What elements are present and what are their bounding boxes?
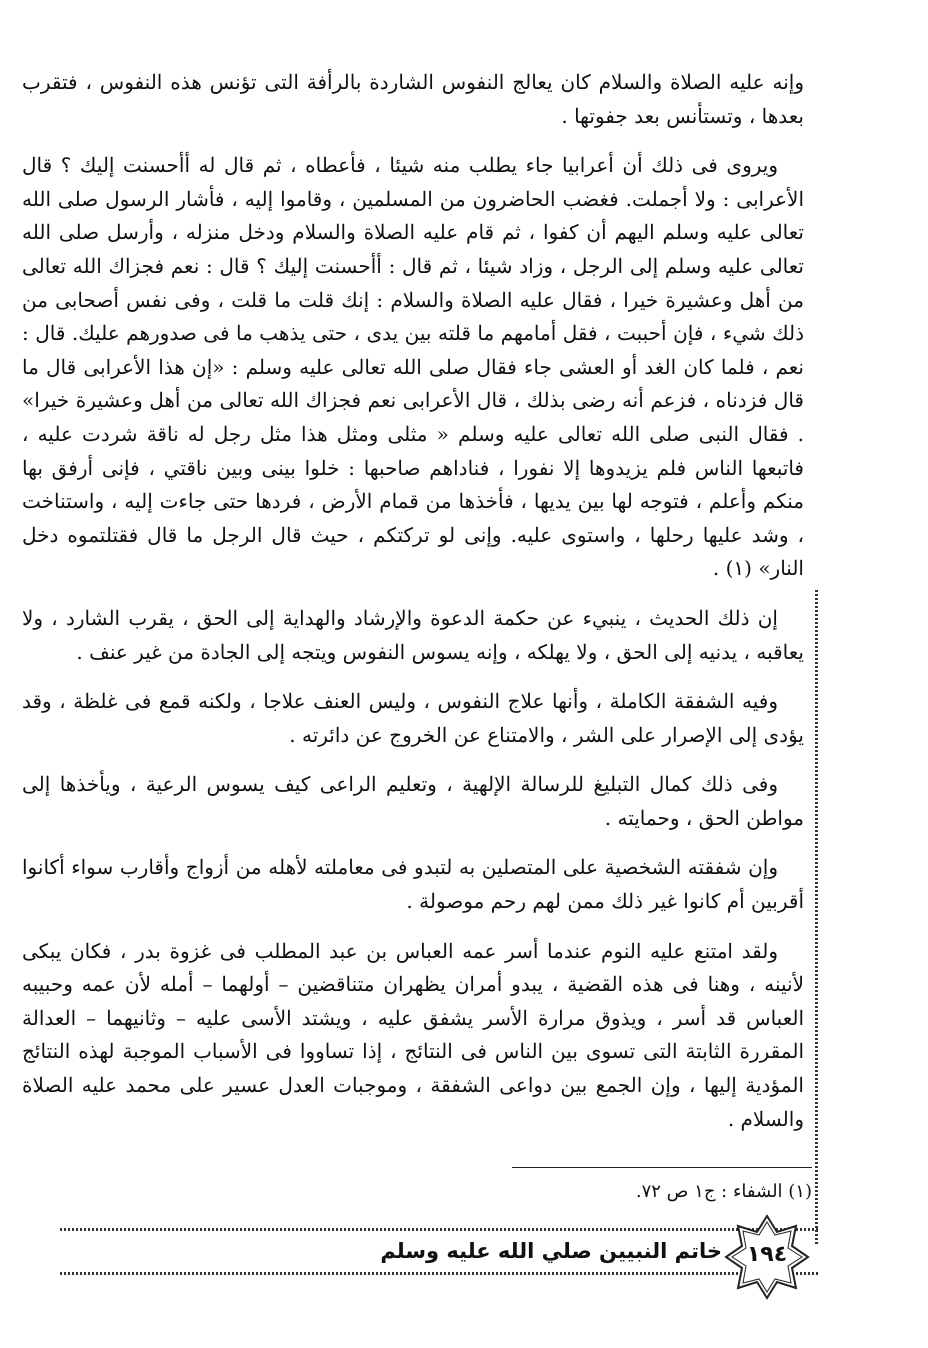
footnote: (١) الشفاء : ج١ ص ٧٢.: [635, 1181, 812, 1202]
paragraph-5: وفى ذلك كمال التبليغ للرسالة الإلهية ، وتعليم الراعى كيف يسوس الرعية ، ويأخذها إلى مواطن الحق ، وحمايته .: [22, 772, 804, 830]
footnote-separator: [512, 1167, 812, 1168]
paragraph-3: إن ذلك الحديث ، ينبيء عن حكمة الدعوة والإرشاد والهداية إلى الحق ، يقرب الشارد ، ولا يعاقبه ، يدنيه إلى الحق ، ولا يهلكه ، وإنه يسوس النفوس ويتجه إلى الجادة من غير عنف .: [22, 605, 804, 664]
main-text: [22, 66, 804, 1152]
paragraph-7: ولقد امتنع عليه النوم عندما أسر عمه العباس بن عبد المطلب فى غزوة بدر ، فكان يبكى لأنينه ، وهنا فى هذه القضية ، يبدو أمران يظهران متناقضين – أولهما – أمله لأن عمه وحبيبه العباس قد أسر ، ويذوق مرارة الأسر يشفق عليه ، ويشتد الأسى عليه – وثانيهما – العدالة المقررة الثابتة التى تسوى بين الناس فى النتائج ، إذا تساووا فى الأسباب الموجبة لهذه النتائج المؤدية إليها ، وإن الجمع بين دواعى الشفقة ، وموجبات العدل عسير على محمد عليه الصلاة والسلام .: [22, 938, 804, 1131]
page-number: ١٩٤: [746, 1242, 788, 1267]
paragraph-2: ويروى فى ذلك أن أعرابيا جاء يطلب منه شيئا ، فأعطاه ، ثم قال له أأحسنت إليك ؟ قال الأعرابى : ولا أجملت. فغضب الحاضرون من المسلمين ، وقاموا إليه ، فأشار الرسول صلى الله تعالى عليه وسلم اليهم أن كفوا ، ثم قام عليه الصلاة والسلام ودخل منزله ، وأرسل صلى الله تعالى عليه وسلم إلى الرجل ، وزاد شيئا ، ثم قال : أأحسنت إليك ؟ قال : نعم فجزاك الله تعالى من أهل وعشيرة خيرا ، فقال عليه الصلاة والسلام : إنك قلت ما قلت ، وفى نفس أصحابى من ذلك شيء ، فإن أحببت ، فقل أمامهم ما قلته بين يدى ، حتى يذهب ما فى صدورهم عليك. قال : نعم ، فلما كان الغد أو العشى جاء فقال صلى الله تعالى عليه وسلم : «إن هذا الأعرابى قال ما قال فزدناه ، فزعم أنه رضى بذلك ، قال الأعرابى نعم فجزاك الله تعالى من أهل وعشيرة خيرا» . فقال النبى صلى الله تعالى عليه وسلم « مثلى ومثل هذا مثل رجل له ناقة شردت عليه ، فاتبعها الناس فلم يزيدوها إلا نفورا ، فناداهم صاحبها : خلوا بينى وبين ناقتي ، فإنى أرفق بها منكم وأعلم ، فتوجه لها بين يديها ، فأخذها من قمام الأرض ، فردها حتى جاءت إليه ، واستناخت ، وشد عليها رحلها ، واستوى عليه. وإنى لو تركتكم ، حيث قال الرجل ما قال فقتلتموه دخل النار» (١) .: [22, 153, 804, 581]
paragraph-6: وإن شفقته الشخصية على المتصلين به لتبدو فى معاملته لأهله من أزواج وأقارب سواء أكانوا أقربين أم كانوا غير ذلك ممن لهم رحم موصولة .: [22, 855, 804, 914]
page-number-badge: [724, 1214, 810, 1300]
paragraph-4: وفيه الشفقة الكاملة ، وأنها علاج النفوس ، وليس العنف علاجا ، ولكنه قمع فى غلظة ، وقد يؤدى إلى الإصرار على الشر ، والامتناع عن الخروج عن دائرته .: [22, 689, 804, 747]
decorative-border-vertical: [815, 590, 818, 1245]
paragraph-1: وإنه عليه الصلاة والسلام كان يعالج النفوس الشاردة بالرأفة التى تؤنس هذه النفوس ، فتقرب بعدها ، وتستأنس بعد جفوتها .: [22, 70, 804, 128]
decorative-border-bottom: [60, 1272, 818, 1275]
running-footer-title: خاتم النبيين صلي الله عليه وسلم: [380, 1239, 722, 1263]
decorative-border-top: [60, 1228, 818, 1231]
